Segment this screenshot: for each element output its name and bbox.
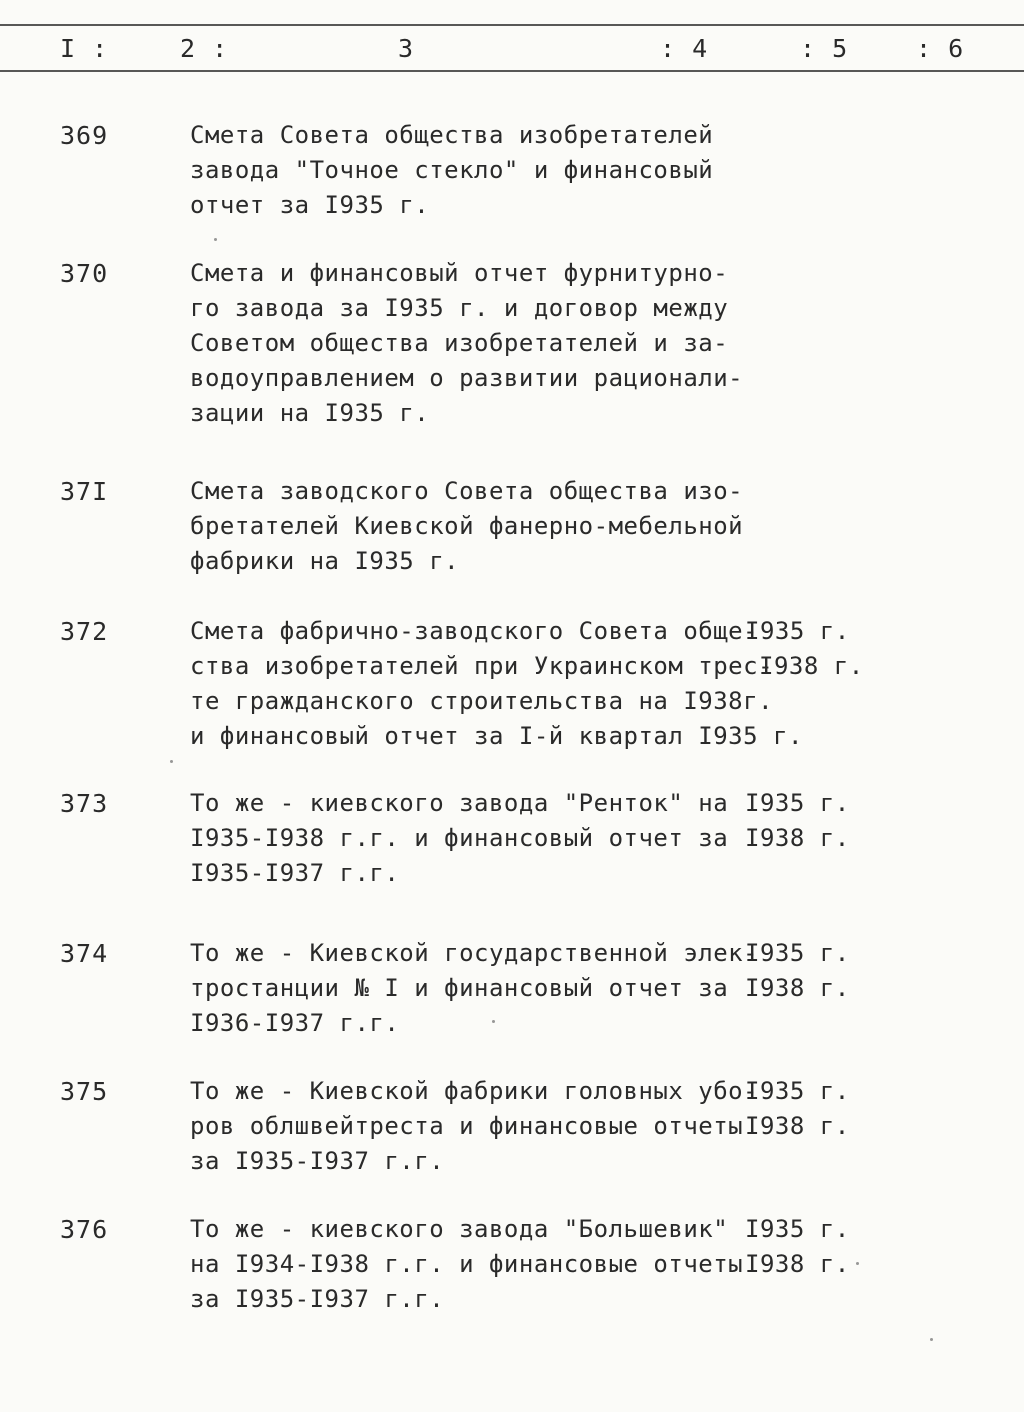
entry-dates	[745, 936, 850, 1006]
entry-number: 374	[60, 939, 109, 968]
entry-number: 372	[60, 617, 109, 646]
entry-description-line: ров облшвейтреста и финансовые отчеты	[190, 1112, 744, 1140]
entry-start-date: I935 г.	[745, 939, 850, 967]
entry-description-line: ства изобретателей при Украинском трес-	[190, 652, 774, 680]
entry-description	[190, 256, 750, 431]
entry-description-line: фабрики на I935 г.	[190, 547, 460, 575]
entry-description-line: То же - киевского завода "Ренток" на	[190, 789, 729, 817]
entry-description-line: То же - Киевской государственной элек-	[190, 939, 759, 967]
header-col-4: : 4	[660, 34, 709, 63]
entry-start-date: I935 г.	[745, 1215, 850, 1243]
entry-number: 369	[60, 121, 109, 150]
header-col-2: 2 :	[180, 34, 229, 63]
entry-dates	[745, 1074, 850, 1144]
entry-description-line: зации на I935 г.	[190, 399, 430, 427]
header-col-1: I :	[60, 34, 109, 63]
entry-description-line: Смета Совета общества изобретателей	[190, 121, 714, 149]
header-col-3: 3	[398, 34, 415, 63]
header-bottom-rule	[0, 70, 1024, 72]
entry-dates	[745, 786, 850, 856]
entry-description-line: Смета и финансовый отчет фурнитурно-	[190, 259, 729, 287]
entry-description-line: водоуправлением о развитии рационали-	[190, 364, 744, 392]
entry-description-line: го завода за I935 г. и договор между	[190, 294, 729, 322]
entry-description-line: тростанции № I и финансовый отчет за	[190, 974, 729, 1002]
entry-end-date: I938 г.	[759, 652, 864, 680]
entry-description-line: То же - киевского завода "Большевик"	[190, 1215, 729, 1243]
entry-description	[190, 1074, 759, 1179]
entry-description-line: за I935-I937 г.г.	[190, 1285, 445, 1313]
entry-start-date: I935 г.	[745, 1077, 850, 1105]
entry-description	[190, 614, 803, 754]
scan-speck	[170, 760, 173, 763]
entry-dates	[745, 614, 864, 684]
scan-speck	[492, 1020, 495, 1023]
entry-description-line: завода "Точное стекло" и финансовый	[190, 156, 714, 184]
entry-end-date: I938 г.	[745, 974, 850, 1002]
scan-speck	[214, 238, 217, 241]
entry-description-line: те гражданского строительства на I938г.	[190, 687, 774, 715]
entry-description	[190, 474, 750, 579]
entry-number: 376	[60, 1215, 109, 1244]
entry-description-line: за I935-I937 г.г.	[190, 1147, 445, 1175]
entry-description-line: I936-I937 г.г.	[190, 1009, 400, 1037]
entry-description-line: I935-I937 г.г.	[190, 859, 400, 887]
entry-end-date: I938 г.	[745, 824, 850, 852]
entry-description-line: Советом общества изобретателей и за-	[190, 329, 729, 357]
entry-end-date: I938 г.	[745, 1250, 850, 1278]
entry-number: 370	[60, 259, 109, 288]
entry-number: 373	[60, 789, 109, 818]
entry-number: 37I	[60, 477, 109, 506]
entry-start-date: I935 г.	[745, 789, 850, 817]
entry-end-date: I938 г.	[745, 1112, 850, 1140]
scan-speck	[856, 1262, 859, 1265]
entry-dates	[745, 1212, 850, 1282]
entry-description	[190, 1212, 750, 1317]
entry-description	[190, 118, 750, 223]
entry-number: 375	[60, 1077, 109, 1106]
entry-description-line: Смета заводского Совета общества изо-	[190, 477, 744, 505]
header-col-5: : 5	[800, 34, 849, 63]
entry-description-line: I935-I938 г.г. и финансовый отчет за	[190, 824, 729, 852]
entry-description	[190, 786, 750, 891]
header-col-6: : 6	[916, 34, 965, 63]
entry-start-date: I935 г.	[745, 617, 850, 645]
entry-description-line: Смета фабрично-заводского Совета обще-	[190, 617, 759, 645]
entry-description-line: То же - Киевской фабрики головных убо-	[190, 1077, 759, 1105]
scan-speck	[930, 1338, 933, 1341]
header-top-rule	[0, 24, 1024, 26]
entry-description	[190, 936, 759, 1041]
entry-description-line: и финансовый отчет за I-й квартал I935 г.	[190, 722, 803, 750]
entry-description-line: на I934-I938 г.г. и финансовые отчеты	[190, 1250, 744, 1278]
entry-description-line: отчет за I935 г.	[190, 191, 430, 219]
entry-description-line: бретателей Киевской фанерно-мебельной	[190, 512, 744, 540]
